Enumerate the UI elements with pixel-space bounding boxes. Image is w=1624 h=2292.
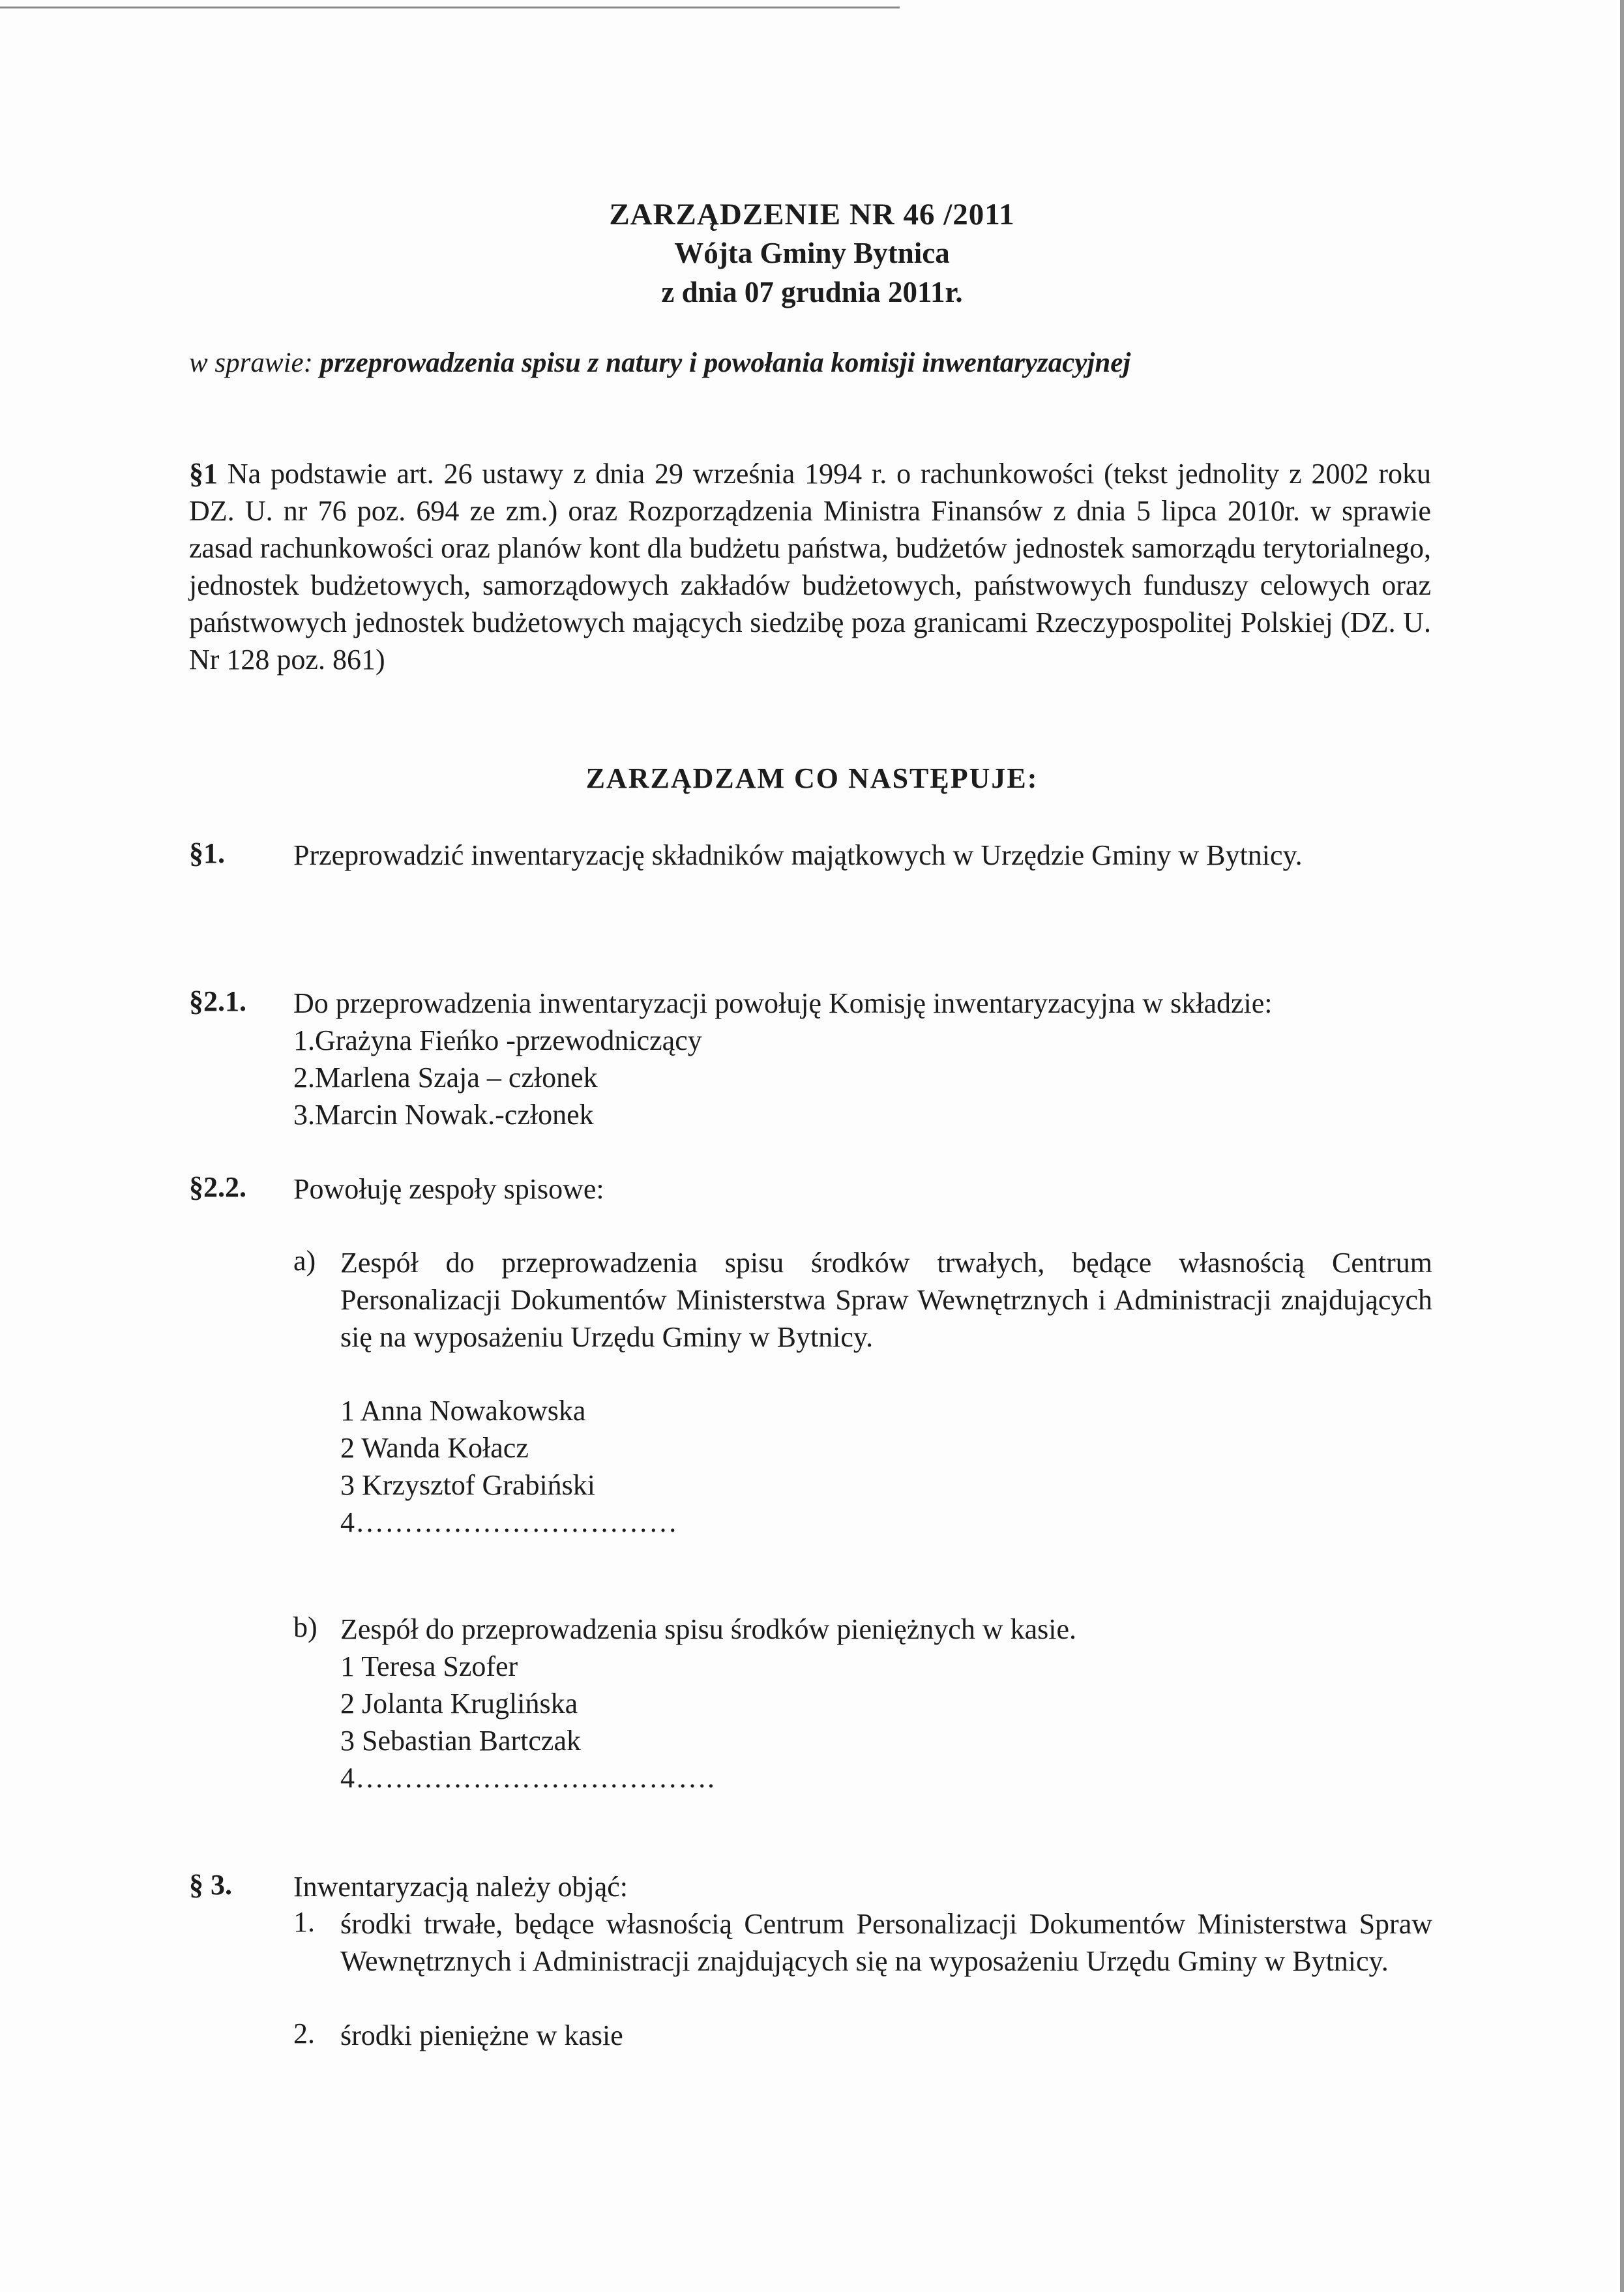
section-3-number: § 3. <box>189 1869 232 1901</box>
section-2-2-text: Powołuję zespoły spisowe: <box>293 1173 604 1205</box>
scope-item-text: środki pieniężne w kasie <box>340 2019 623 2051</box>
section-2-1-number: §2.1. <box>189 985 246 1017</box>
section-2-1-body <box>293 985 1431 1133</box>
team-member: 3 Sebastian Bartczak <box>340 1725 581 1757</box>
legal-basis-paragraph <box>189 455 1431 678</box>
intro-marker: §1 <box>189 458 218 490</box>
scan-border-right <box>1620 0 1624 2292</box>
commission-member: 3.Marcin Nowak.-członek <box>293 1099 594 1131</box>
scan-border-top <box>0 7 900 8</box>
scope-item-number: 1. <box>293 1906 315 1938</box>
team-member: 3 Krzysztof Grabiński <box>340 1469 596 1501</box>
team-member: 1 Teresa Szofer <box>340 1650 518 1682</box>
team-member-blank: 4………………………………. <box>340 1762 715 1794</box>
team-a-text: Zespół do przeprowadzenia spisu środków trwałych, będące własnością Centrum Personalizacji Dokumentów Ministerstwa Spraw Wewnętrznych i Administracji znajdujących się na wyposażeniu Urzędu Gminy w Bytnicy. <box>340 1247 1432 1353</box>
section-2-1-text: Do przeprowadzenia inwentaryzacji powołuję Komisję inwentaryzacyjna w składzie: <box>293 987 1273 1019</box>
team-a-members <box>340 1392 678 1541</box>
team-b-block <box>340 1611 1076 1796</box>
document-title: ZARZĄDZENIE NR 46 /2011 <box>609 198 1015 231</box>
decree-heading: ZARZĄDZAM CO NASTĘPUJE: <box>585 762 1039 794</box>
team-member: 1 Anna Nowakowska <box>340 1395 586 1427</box>
subject-text: przeprowadzenia spisu z natury i powołania komisji inwentaryzacyjnej <box>319 348 1131 378</box>
scope-item-text: środki trwałe, będące własnością Centrum Personalizacji Dokumentów Ministerstwa Spraw Wewnętrznych i Administracji znajdujących się na wyposażeniu Urzędu Gminy w Bytnicy. <box>340 1908 1432 1977</box>
team-a-label: a) <box>293 1245 316 1277</box>
document-issuer: Wójta Gminy Bytnica <box>674 237 950 269</box>
team-member: 2 Wanda Kołacz <box>340 1432 529 1464</box>
commission-member: 2.Marlena Szaja – członek <box>293 1062 598 1094</box>
scope-item-number: 2. <box>293 2017 315 2049</box>
commission-member: 1.Grażyna Fieńko -przewodniczący <box>293 1024 702 1056</box>
subject-prefix: w sprawie: <box>189 348 313 378</box>
section-2-2-number: §2.2. <box>189 1171 246 1203</box>
intro-text: Na podstawie art. 26 ustawy z dnia 29 września 1994 r. o rachunkowości (tekst jednolity z 2002 roku DZ. U. nr 76 poz. 694 ze zm.) oraz Rozporządzenia Ministra Finansów z dnia 5 lipca 2010r. w sprawie zasad rachunkowości oraz planów kont dla budżetu państwa, budżetów jednostek samorządu terytorialnego, jednostek budżetowych, samorządowych zakładów budżetowych, państwowych funduszy celowych oraz państwowych jednostek budżetowych mających siedzibę poza granicami Rzeczypospolitej Polskiej (DZ. U. Nr 128 poz. 861) <box>189 458 1431 676</box>
section-3-text: Inwentaryzacją należy objąć: <box>293 1871 628 1903</box>
team-member-blank: 4…………………………… <box>340 1506 678 1538</box>
team-member: 2 Jolanta Kruglińska <box>340 1688 578 1719</box>
team-b-text: Zespół do przeprowadzenia spisu środków pieniężnych w kasie. <box>340 1613 1077 1645</box>
document-subject <box>189 347 1130 379</box>
section-1-number: §1. <box>189 837 225 869</box>
document-date: z dnia 07 grudnia 2011r. <box>661 276 963 308</box>
section-1-text: Przeprowadzić inwentaryzację składników majątkowych w Urzędzie Gminy w Bytnicy. <box>293 839 1303 871</box>
team-b-label: b) <box>293 1611 317 1643</box>
